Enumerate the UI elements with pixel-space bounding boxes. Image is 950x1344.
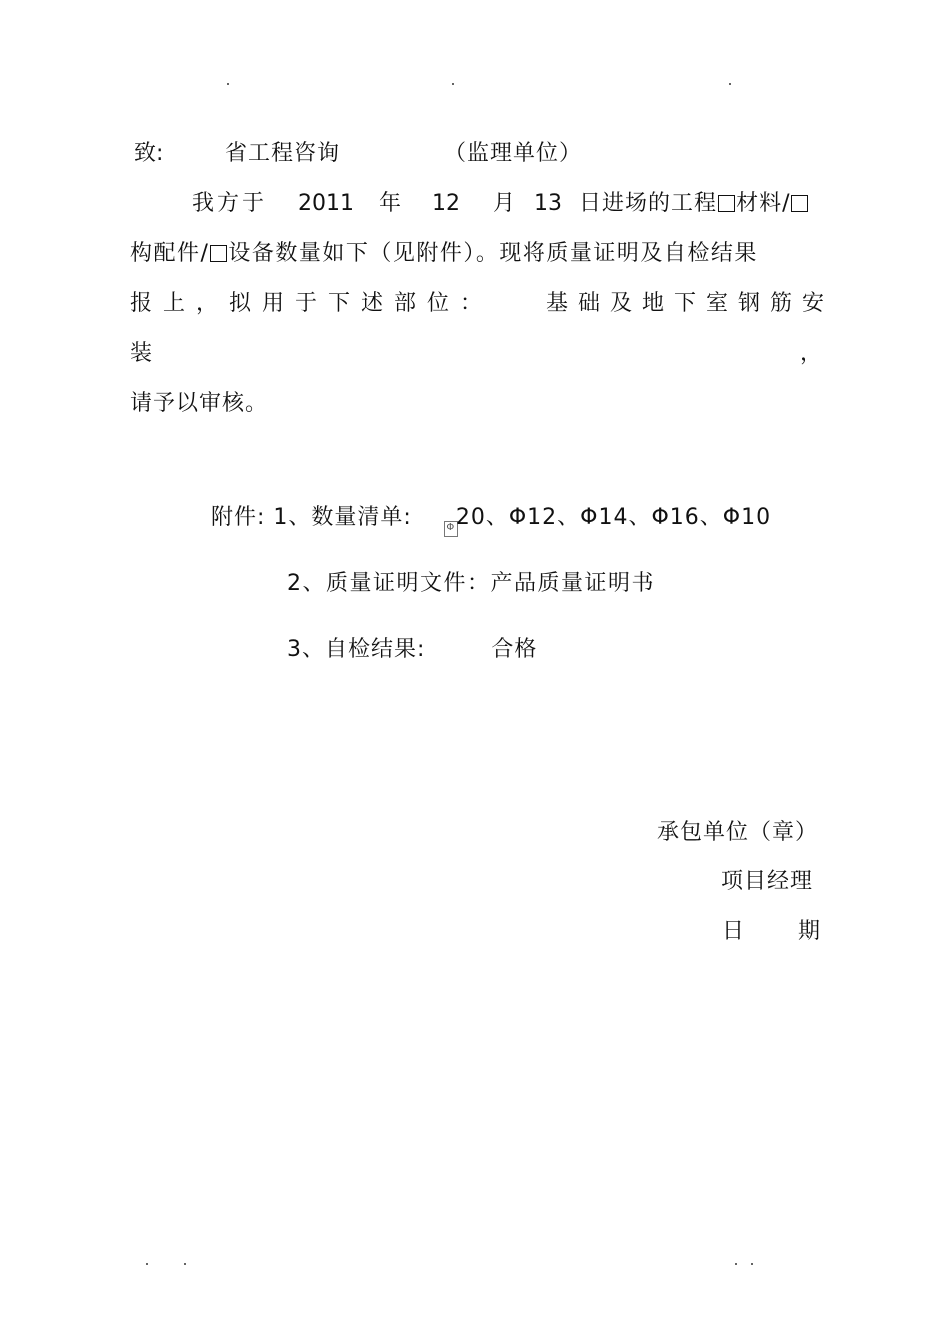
attachment-1-label: 1、数量清单:: [273, 505, 412, 530]
attachment-item-3: [287, 632, 537, 663]
attachment-1-value: 20、Φ12、Φ14、Φ16、Φ10: [455, 505, 772, 530]
line2-b: 设备数量如下（见附件）。现将质量证明及自检结果: [228, 241, 758, 266]
paragraph-line-1: [192, 186, 809, 217]
year-value: 2011: [298, 191, 355, 216]
intro-text: 我方于: [192, 191, 268, 216]
footer-dot-right-1: [735, 1263, 737, 1265]
checkbox-components: [210, 245, 227, 262]
header-dot-right: [729, 83, 731, 85]
day-value: 13: [534, 191, 563, 216]
line2-a: 构配件/: [130, 241, 210, 266]
signature-manager: 项目经理: [721, 869, 814, 894]
month-value: 12: [432, 191, 461, 216]
signature-unit: 承包单位（章）: [657, 820, 819, 845]
year-unit: 年: [379, 191, 402, 216]
addressee-name: 省工程咨询: [225, 141, 341, 166]
paragraph-line-5: 请予以审核。: [130, 391, 269, 416]
paragraph-line-4-start: 装: [130, 341, 153, 366]
footer-dot-right-2: [751, 1263, 753, 1265]
checkbox-material: [791, 195, 808, 212]
attachment-item-2: 2、质量证明文件：产品质量证明书: [287, 571, 655, 596]
header-dot-left: [227, 83, 229, 85]
attachments-label: 附件:: [211, 505, 266, 530]
paragraph-line-3-location: 基础及地下室钢筋安: [546, 291, 835, 316]
line1-tail-b: 材料/: [736, 191, 791, 216]
attachment-3-label: 3、自检结果:: [287, 637, 426, 662]
paragraph-line-3-label: 报上，拟用于下述部位：: [130, 291, 494, 316]
paragraph-line-4-comma: ，: [800, 341, 823, 366]
signature-date-a: 日: [722, 919, 745, 944]
phi-mark-icon: Φ: [444, 521, 458, 537]
attachment-3-value: 合格: [491, 637, 538, 662]
footer-dot-left-1: [146, 1263, 148, 1265]
addressee-role: （监理单位）: [444, 141, 583, 166]
attachment-item-1: [211, 500, 771, 537]
footer-dot-left-2: [184, 1263, 186, 1265]
addressee-prefix: 致:: [134, 141, 164, 166]
checkbox-engineering: [718, 195, 735, 212]
line1-tail-a: 日进场的工程: [579, 191, 718, 216]
header-dot-center: [452, 83, 454, 85]
paragraph-line-2: [130, 236, 758, 267]
month-unit: 月: [493, 191, 516, 216]
signature-date-b: 期: [798, 919, 821, 944]
